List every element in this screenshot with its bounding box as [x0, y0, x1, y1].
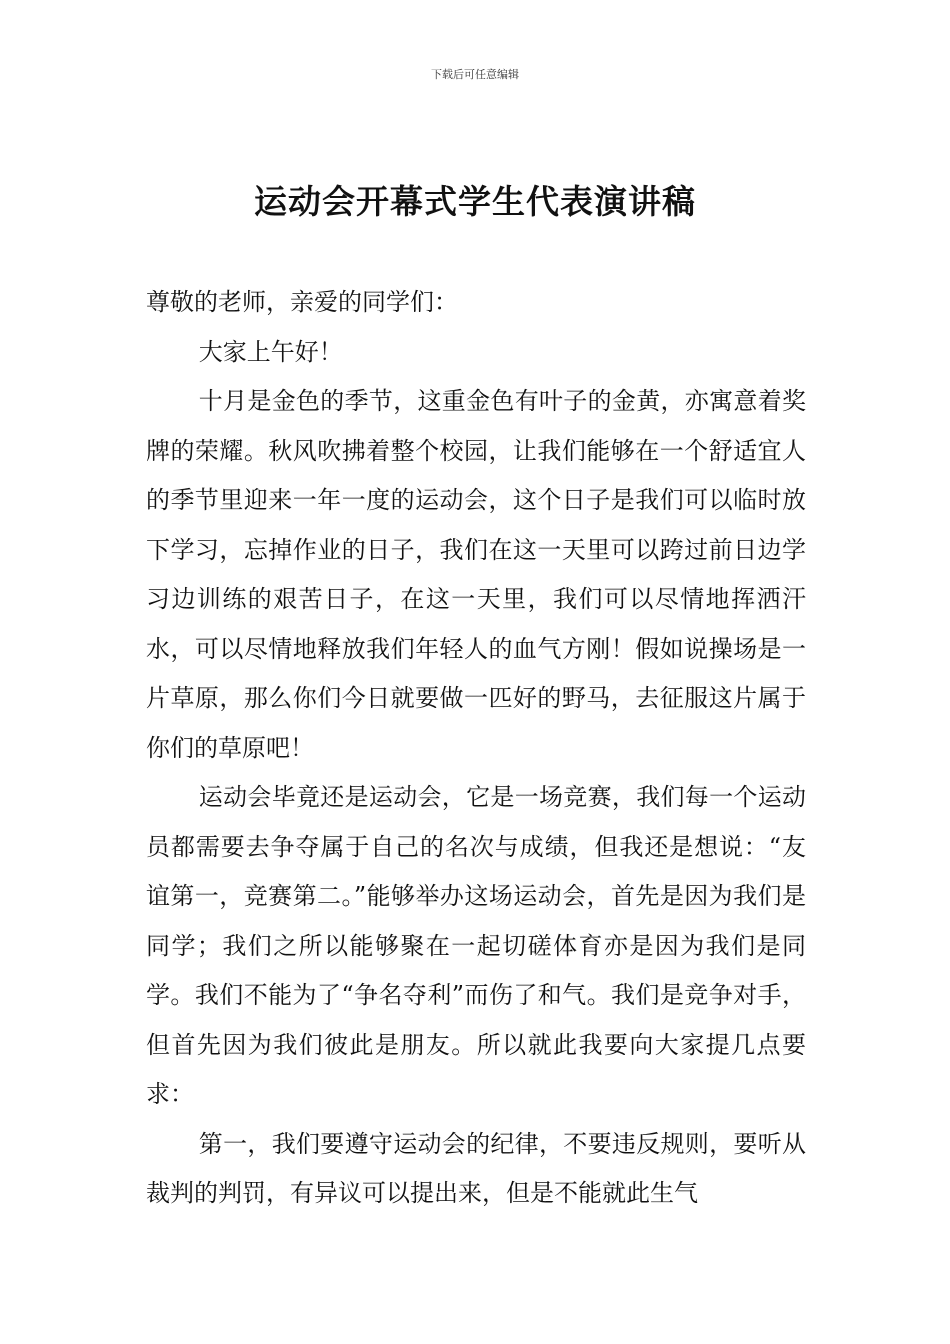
paragraph-friendship: 运动会毕竟还是运动会，它是一场竞赛，我们每一个运动员都需要去争夺属于自己的名次与成绩，但我还是想说：“友谊第一，竞赛第二。”能够举办这场运动会，首先是因为我们是同学；我们之所以能够聚在一起切磋体育亦是因为我们是同学。我们不能为了“争名夺利”而伤了和气。我们是竞争对手，但首先因为我们彼此是朋友。所以就此我要向大家提几点要求：	[146, 783, 806, 1108]
header-note: 下载后可任意编辑	[431, 68, 519, 81]
salutation: 尊敬的老师，亲爱的同学们：	[146, 288, 458, 316]
paragraph-first-rule: 第一，我们要遵守运动会的纪律，不要违反规则，要听从裁判的判罚，有异议可以提出来，但是不能就此生气	[146, 1129, 806, 1207]
paragraph-october: 十月是金色的季节，这重金色有叶子的金黄，亦寓意着奖牌的荣耀。秋风吹拂着整个校园，让我们能够在一个舒适宜人的季节里迎来一年一度的运动会，这个日子是我们可以临时放下学习，忘掉作业的日子，我们在这一天里可以跨过前日边学习边训练的艰苦日子，在这一天里，我们可以尽情地挥洒汗水，可以尽情地释放我们年轻人的血气方刚！假如说操场是一片草原，那么你们今日就要做一匹好的野马，去征服这片属于你们的草原吧！	[146, 387, 806, 762]
document-body	[146, 278, 806, 1219]
paragraph-greeting: 大家上午好！	[198, 337, 343, 366]
document-title: 运动会开幕式学生代表演讲稿	[254, 182, 696, 221]
